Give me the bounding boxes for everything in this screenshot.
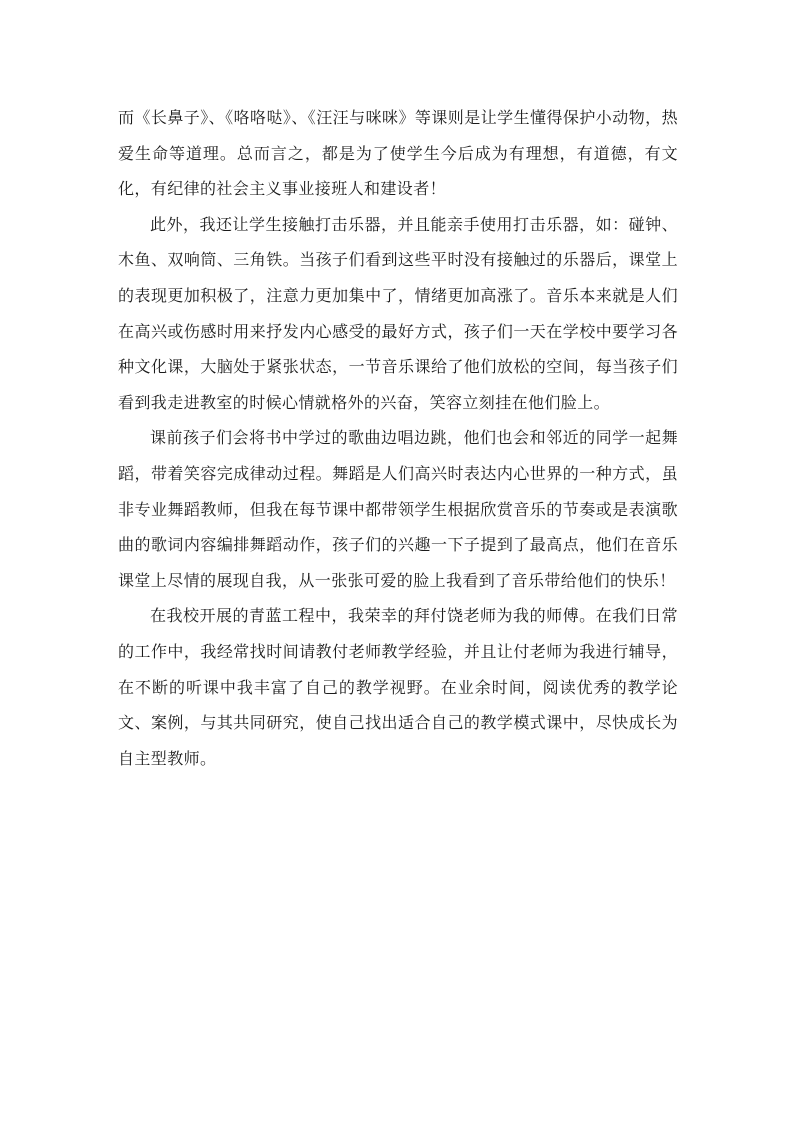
paragraph-3: 课前孩子们会将书中学过的歌曲边唱边跳，他们也会和邻近的同学一起舞蹈，带着笑容完成律动过程。舞蹈是人们高兴时表达内心世界的一种方式，虽非专业舞蹈教师，但我在每节课中都带领学生根据欣赏音乐的节奏或是表演歌曲的歌词内容编排舞蹈动作，孩子们的兴趣一下子提到了最高点，他们在音乐课堂上尽情的展现自我，从一张张可爱的脸上我看到了音乐带给他们的快乐！ bbox=[118, 428, 678, 590]
paragraph-4: 在我校开展的青蓝工程中，我荣幸的拜付饶老师为我的师傅。在我们日常的工作中，我经常找时间请教付老师教学经验，并且让付老师为我进行辅导，在不断的听课中我丰富了自己的教学视野。在业余时间，阅读优秀的教学论文、案例，与其共同研究，使自己找出适合自己的教学模式课中，尽快成长为自主型教师。 bbox=[118, 606, 678, 768]
paragraph-1: 而《长鼻子》、《咯咯哒》、《汪汪与咪咪》等课则是让学生懂得保护小动物，热爱生命等道理。总而言之，都是为了使学生今后成为有理想，有道德，有文化，有纪律的社会主义事业接班人和建设者！ bbox=[118, 108, 678, 199]
paragraph-2: 此外，我还让学生接触打击乐器，并且能亲手使用打击乐器，如：碰钟、木鱼、双响筒、三角铁。当孩子们看到这些平时没有接触过的乐器后，课堂上的表现更加积极了，注意力更加集中了，情绪更加高涨了。音乐本来就是人们在高兴或伤感时用来抒发内心感受的最好方式，孩子们一天在学校中要学习各种文化课，大脑处于紧张状态，一节音乐课给了他们放松的空间，每当孩子们看到我走进教室的时候心情就格外的兴奋，笑容立刻挂在他们脸上。 bbox=[118, 214, 678, 412]
document-body bbox=[118, 100, 678, 776]
